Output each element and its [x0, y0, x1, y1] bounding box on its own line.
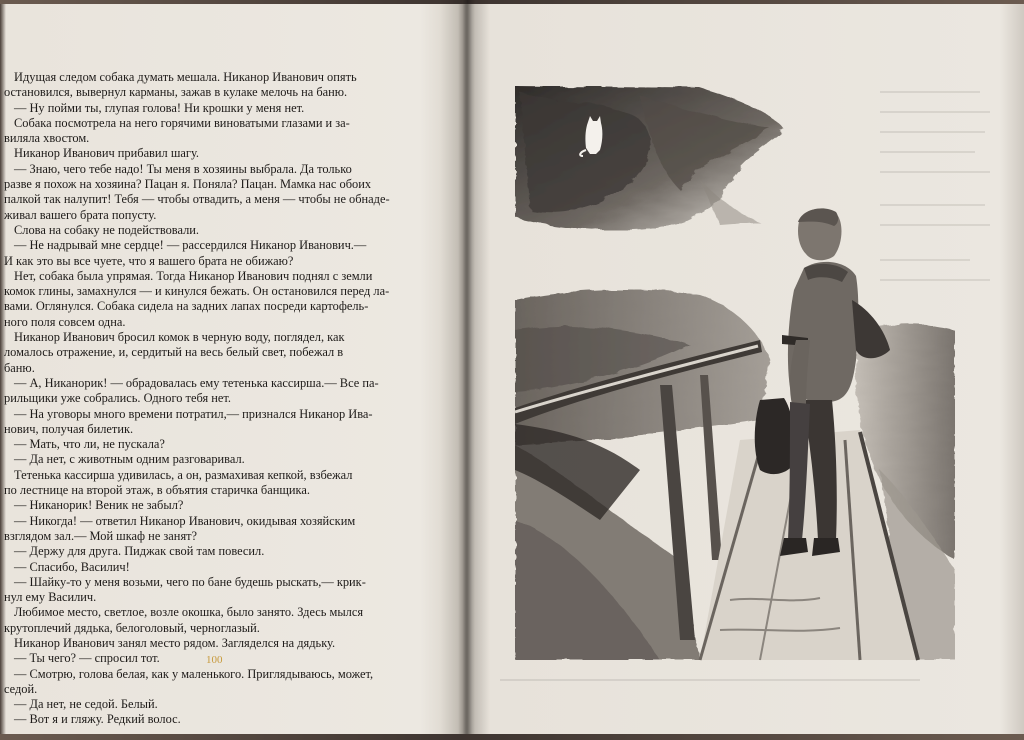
text-line: Слова на собаку не подействовали. [14, 222, 200, 237]
text-line: Никанор Иванович занял место рядом. Загляделся на дядьку. [14, 635, 336, 650]
text-line: комок глины, замахнулся — и кинулся бежать. Он остановился перед ла- [4, 284, 390, 299]
text-line: остановился, вывернул карманы, зажав в кулаке мелочь на баню. [4, 85, 348, 100]
text-line: вами. Оглянулся. Собака сидела на задних лапах посреди картофель- [4, 299, 369, 314]
book-gutter [440, 0, 490, 740]
text-line: взглядом зал.— Мой шкаф не занят? [4, 528, 198, 543]
text-line: Собака посмотрела на него горячими виноватыми глазами и за- [14, 115, 350, 130]
text-line: Никанор Иванович бросил комок в черную воду, поглядел, как [14, 330, 345, 345]
text-line: — Вот я и гляжу. Редкий волос. [14, 712, 181, 727]
text-line: нул ему Василич. [4, 590, 97, 605]
book-bottom-edge [0, 734, 1024, 740]
text-line: — Держу для друга. Пиджак свой там повесил. [14, 544, 265, 559]
text-line: — А, Никанорик! — обрадовалась ему тетенька кассирша.— Все па- [14, 375, 379, 390]
text-line: ного поля совсем одна. [4, 314, 126, 329]
text-line: — На уговоры много времени потратил,— признался Никанор Ива- [14, 406, 373, 421]
text-line: — Спасибо, Василич! [14, 559, 130, 574]
text-line: ломалось отражение, и, сердитый на весь белый свет, побежал в [4, 345, 344, 360]
text-line: разве я похож на хозяина? Пацан я. Поняла? Пацан. Мамка нас обоих [4, 177, 372, 192]
text-line: — Да нет, не седой. Белый. [14, 697, 158, 712]
text-line: — Смотрю, голова белая, как у маленького. Приглядываюсь, может, [14, 666, 374, 681]
text-line: — Ну пойми ты, глупая голова! Ни крошки у меня нет. [14, 100, 305, 115]
text-line: крутоплечий дядька, белоголовый, черноглазый. [4, 620, 260, 635]
text-line: — Никанорик! Веник не забыл? [14, 498, 184, 513]
text-line: Нет, собака была упрямая. Тогда Никанор Иванович поднял с земли [14, 268, 373, 283]
text-line: — Никогда! — ответил Никанор Иванович, окидывая хозяйским [14, 513, 356, 528]
text-line: — Шайку-то у меня возьми, чего по бане будешь рыскать,— крик- [14, 574, 366, 589]
text-line: — Не надрывай мне сердце! — рассердился Никанор Иванович.— [14, 238, 367, 253]
text-line: седой. [4, 681, 38, 696]
text-line: рильщики уже собрались. Одного тебя нет. [4, 391, 231, 406]
page-number: 100 [206, 654, 223, 666]
text-line: И как это вы все чуете, что я вашего брата не обижаю? [4, 253, 294, 268]
text-line: Никанор Иванович прибавил шагу. [14, 146, 199, 161]
text-line: Тетенька кассирша удивилась, а он, размахивая кепкой, взбежал [14, 467, 353, 482]
text-line: — Ты чего? — спросил тот. [14, 651, 160, 666]
text-line: Любимое место, светлое, возле окошка, было занято. Здесь мылся [14, 605, 364, 620]
text-line: баню. [4, 360, 35, 375]
text-line: живал вашего брата попусту. [4, 207, 157, 222]
text-line: нович, получая билетик. [4, 421, 134, 436]
text-line: Идущая следом собака думать мешала. Никанор Иванович опять [14, 70, 357, 84]
text-line: — Мать, что ли, не пускала? [14, 437, 165, 452]
text-line: палкой так налупит! Тебя — чтобы отвадить, а меня — чтобы не обнаде- [4, 192, 390, 207]
text-line: — Да нет, с животным одним разговаривал. [14, 452, 245, 467]
hillside-vignette [515, 86, 785, 230]
text-line: — Знаю, чего тебе надо! Ты меня в хозяины выбрала. Да только [14, 161, 352, 176]
text-line: виляла хвостом. [4, 131, 90, 146]
text-line: по лестнице на второй этаж, в объятия старичка банщика. [4, 483, 310, 498]
